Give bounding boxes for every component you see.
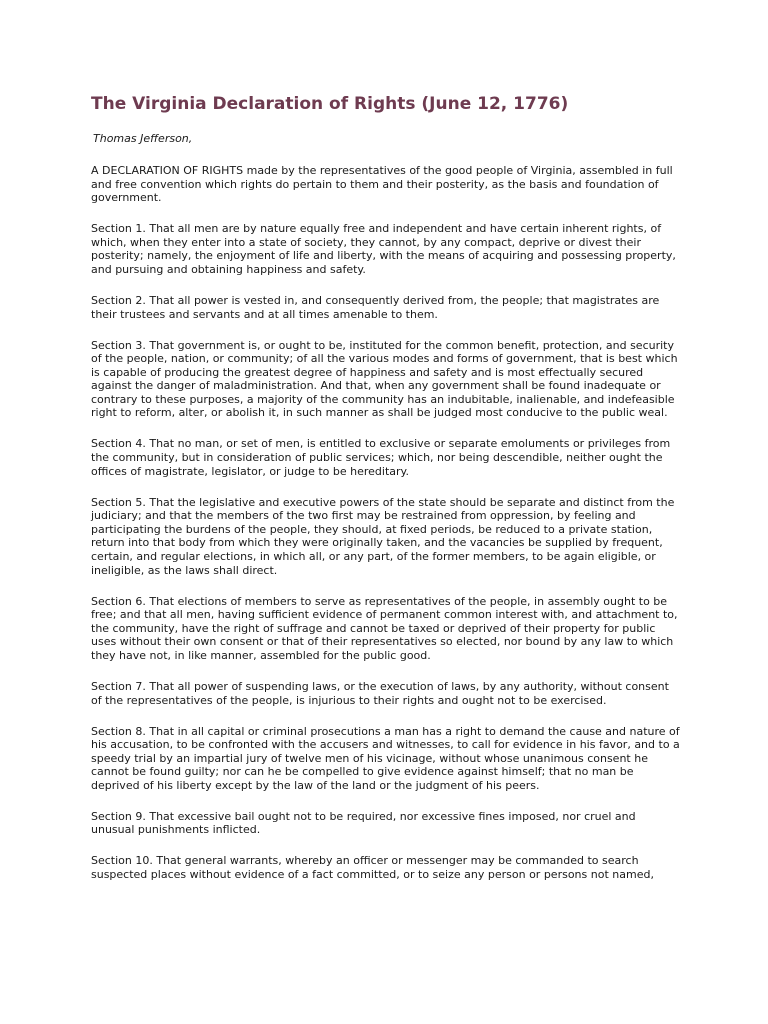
section-10-paragraph: Section 10. That general warrants, whereby an officer or messenger may be commanded to search suspected places without evidence of a fact committed, or to seize any person or persons not named, <box>91 854 654 882</box>
section-7-paragraph: Section 7. That all power of suspending laws, or the execution of laws, by any authority, without consent of the representatives of the people, is injurious to their rights and ought not to be exercised. <box>91 679 669 707</box>
section-6-paragraph: Section 6. That elections of members to serve as representatives of the people, in assembly ought to be free; and that all men, having sufficient evidence of permanent common interest with, and attachment to, the community, have the right of suffrage and cannot be taxed or deprived of their property for public uses without their own consent or that of their representatives so elected, nor bound by any law to which they have not, in like manner, assembled for the public good. <box>91 594 678 662</box>
document-page <box>91 94 681 899</box>
section-8-paragraph: Section 8. That in all capital or criminal prosecutions a man has a right to demand the cause and nature of his accusation, to be confronted with the accusers and witnesses, to call for evidence in his favor, and to a speedy trial by an impartial jury of twelve men of his vicinage, without whose unanimous consent he cannot be found guilty; nor can he be compelled to give evidence against himself; that no man be deprived of his liberty except by the law of the land or the judgment of his peers. <box>91 724 680 792</box>
document-body <box>91 164 681 882</box>
section-3-paragraph: Section 3. That government is, or ought to be, instituted for the common benefit, protection, and security of the people, nation, or community; of all the various modes and forms of government, that is best which is capable of producing the greatest degree of happiness and safety and is most effectually secured against the danger of maladministration. And that, when any government shall be found inadequate or contrary to these purposes, a majority of the community has an indubitable, inalienable, and indefeasible right to reform, alter, or abolish it, in such manner as shall be judged most conducive to the public weal. <box>91 338 678 420</box>
section-9-paragraph: Section 9. That excessive bail ought not to be required, nor excessive fines imposed, nor cruel and unusual punishments inflicted. <box>91 809 636 837</box>
section-5-paragraph: Section 5. That the legislative and executive powers of the state should be separate and distinct from the judiciary; and that the members of the two first may be restrained from oppression, by feeling and participating the burdens of the people, they should, at fixed periods, be reduced to a private station, return into that body from which they were originally taken, and the vacancies be supplied by frequent, certain, and regular elections, in which all, or any part, of the former members, to be again eligible, or ineligible, as the laws shall direct. <box>91 495 675 577</box>
section-4-paragraph: Section 4. That no man, or set of men, is entitled to exclusive or separate emoluments or privileges from the community, but in consideration of public services; which, nor being descendible, neither ought the offices of magistrate, legislator, or judge to be hereditary. <box>91 437 671 478</box>
document-author: Thomas Jefferson, <box>93 132 193 145</box>
section-1-paragraph: Section 1. That all men are by nature equally free and independent and have certain inherent rights, of which, when they enter into a state of society, they cannot, by any compact, deprive or divest their posterity; namely, the enjoyment of life and liberty, with the means of acquiring and possessing property, and pursuing and obtaining happiness and safety. <box>91 222 676 276</box>
preamble-paragraph: A DECLARATION OF RIGHTS made by the representatives of the good people of Virginia, assembled in full and free convention which rights do pertain to them and their posterity, as the basis and foundation of government. <box>91 164 673 205</box>
section-2-paragraph: Section 2. That all power is vested in, and consequently derived from, the people; that magistrates are their trustees and servants and at all times amenable to them. <box>91 293 660 321</box>
document-title: The Virginia Declaration of Rights (June 12, 1776) <box>91 94 569 114</box>
